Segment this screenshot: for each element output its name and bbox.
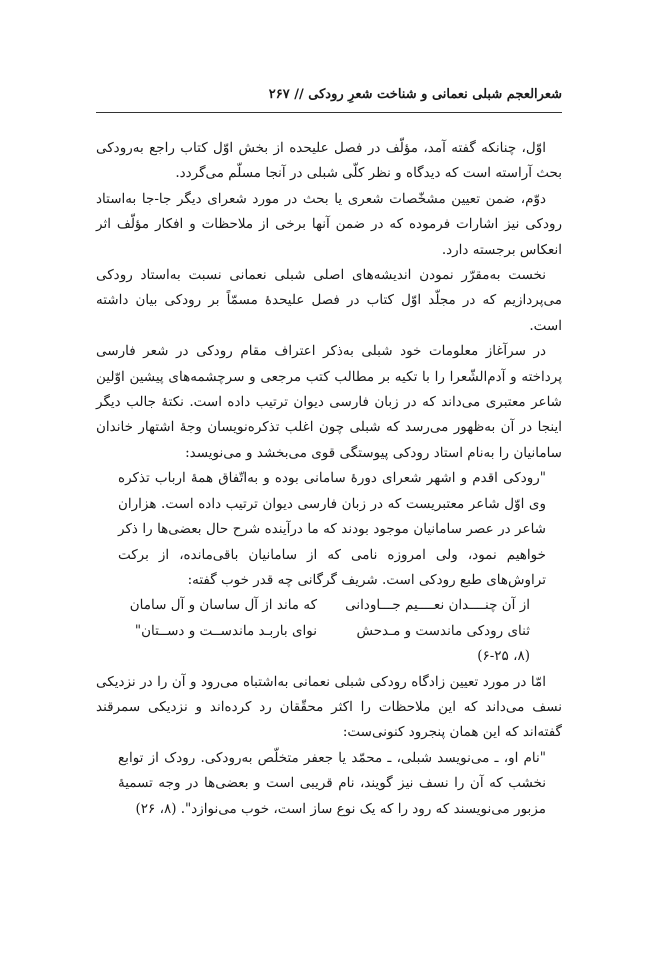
paragraph-4: در سرآغاز معلومات خود شبلی به‌ذکر اعتراف مقام رودکی در شعر فارسی پرداخته و آدم‌الشّعرا را با تکیه بر مطالب کتب مرجعی و سرچشمه‌های پیشین اوّلین شاعر معتبری می‌داند که در زبان فارسی دیوان ترتیب داده است. نکتهٔ جالب دیگر اینجا در آن به‌ظهور می‌رسد که شبلی چون اغلب تذکره‌نویسان وجهٔ اشتهار خاندان سامانیان را به‌نام استاد رودکی پیوستگی قوی می‌بخشد و می‌نویسد: [96, 343, 562, 461]
verse-hemistich: نوای باربـد ماندســت و دســتان" [134, 622, 317, 639]
block-quote-1 [118, 466, 562, 669]
paragraph-5: امّا در مورد تعیین زادگاه رودکی شبلی نعمانی به‌اشتباه می‌رود و آن را در نزدیکی نسف می‌داند که این ملاحظات را اکثر محقّقان رد کرده‌اند و نزدیکی سمرقند گفته‌اند که این همان پنجرود کنونی‌ست: [96, 673, 562, 741]
citation-1: (۸، ۶-۲۵) [477, 648, 530, 665]
quote-2-text: "نام او، ـ می‌نویسد شبلی، ـ محمّد یا جعفر متخلّص به‌رودکی. رودک از توابع نخشب که آن را نسف نیز گویند، نام قریبی است و بعضی‌ها در وجه تسمیهٔ مزبور می‌نویسند که رود را که یک نوع ساز است، خوب می‌نوازد". (۸، ۲۶) [118, 749, 546, 817]
verse-line-1 [118, 593, 530, 618]
verse-hemistich: که ماند از آل ساسان و آل سامان [129, 597, 317, 614]
body-text [96, 136, 562, 822]
quote-1-text: "رودکی اقدم و اشهر شعرای دورهٔ سامانی بوده و به‌اتّفاق همهٔ ارباب تذکره وی اوّل شاعر معتبریست که در زبان فارسی دیوان ترتیب داده است. هزاران شاعر در عصر سامانیان موجود بودند که ما درآینده شرح حال بعضی‌ها را ذکر خواهیم نمود، ولی امروزه نامی که از سامانیان باقی‌مانده، از برکت تراوش‌های طبع رودکی است. شریف گرگانی چه قدر خوب گفته: [118, 470, 546, 588]
running-header: شعرالعجم شبلی نعمانی و شناخت شعرِ رودکی // ۲۶۷ [268, 87, 562, 102]
paragraph-1: اوّل، چنانکه گفته آمد، مؤلّف در فصل علیحده از بخش اوّل کتاب راجع به‌رودکی بحث آراسته است که دیدگاه و نظر کلّی شبلی در آنجا مسلّم می‌گردد. [96, 140, 562, 182]
paragraph-3: نخست به‌مقرّر نمودن اندیشه‌های اصلی شبلی نعمانی نسبت به‌استاد رودکی می‌پردازیم که در مجلّد اوّل کتاب در فصل علیحدهٔ مسمّاً بر رودکی بیان داشته است. [96, 267, 562, 334]
verse-couplets [118, 593, 546, 644]
paragraph-2: دوّم، ضمن تعیین مشخّصات شعری یا بحث در مورد شعرای دیگر جا-جا به‌استاد رودکی نیز اشارات فرموده که در ضمن آنها برخی از ملاحظات و افکار مؤلّف اثر انعکاس برجسته دارد. [96, 190, 562, 258]
header-rule [96, 112, 562, 113]
verse-hemistich: از آن چنــــدان نعــــیم جـــاودانی [345, 597, 530, 614]
verse-hemistich: ثنای رودکی ماندست و مـدحش [356, 622, 530, 639]
block-quote-2 [118, 746, 562, 822]
verse-line-2 [118, 619, 530, 644]
